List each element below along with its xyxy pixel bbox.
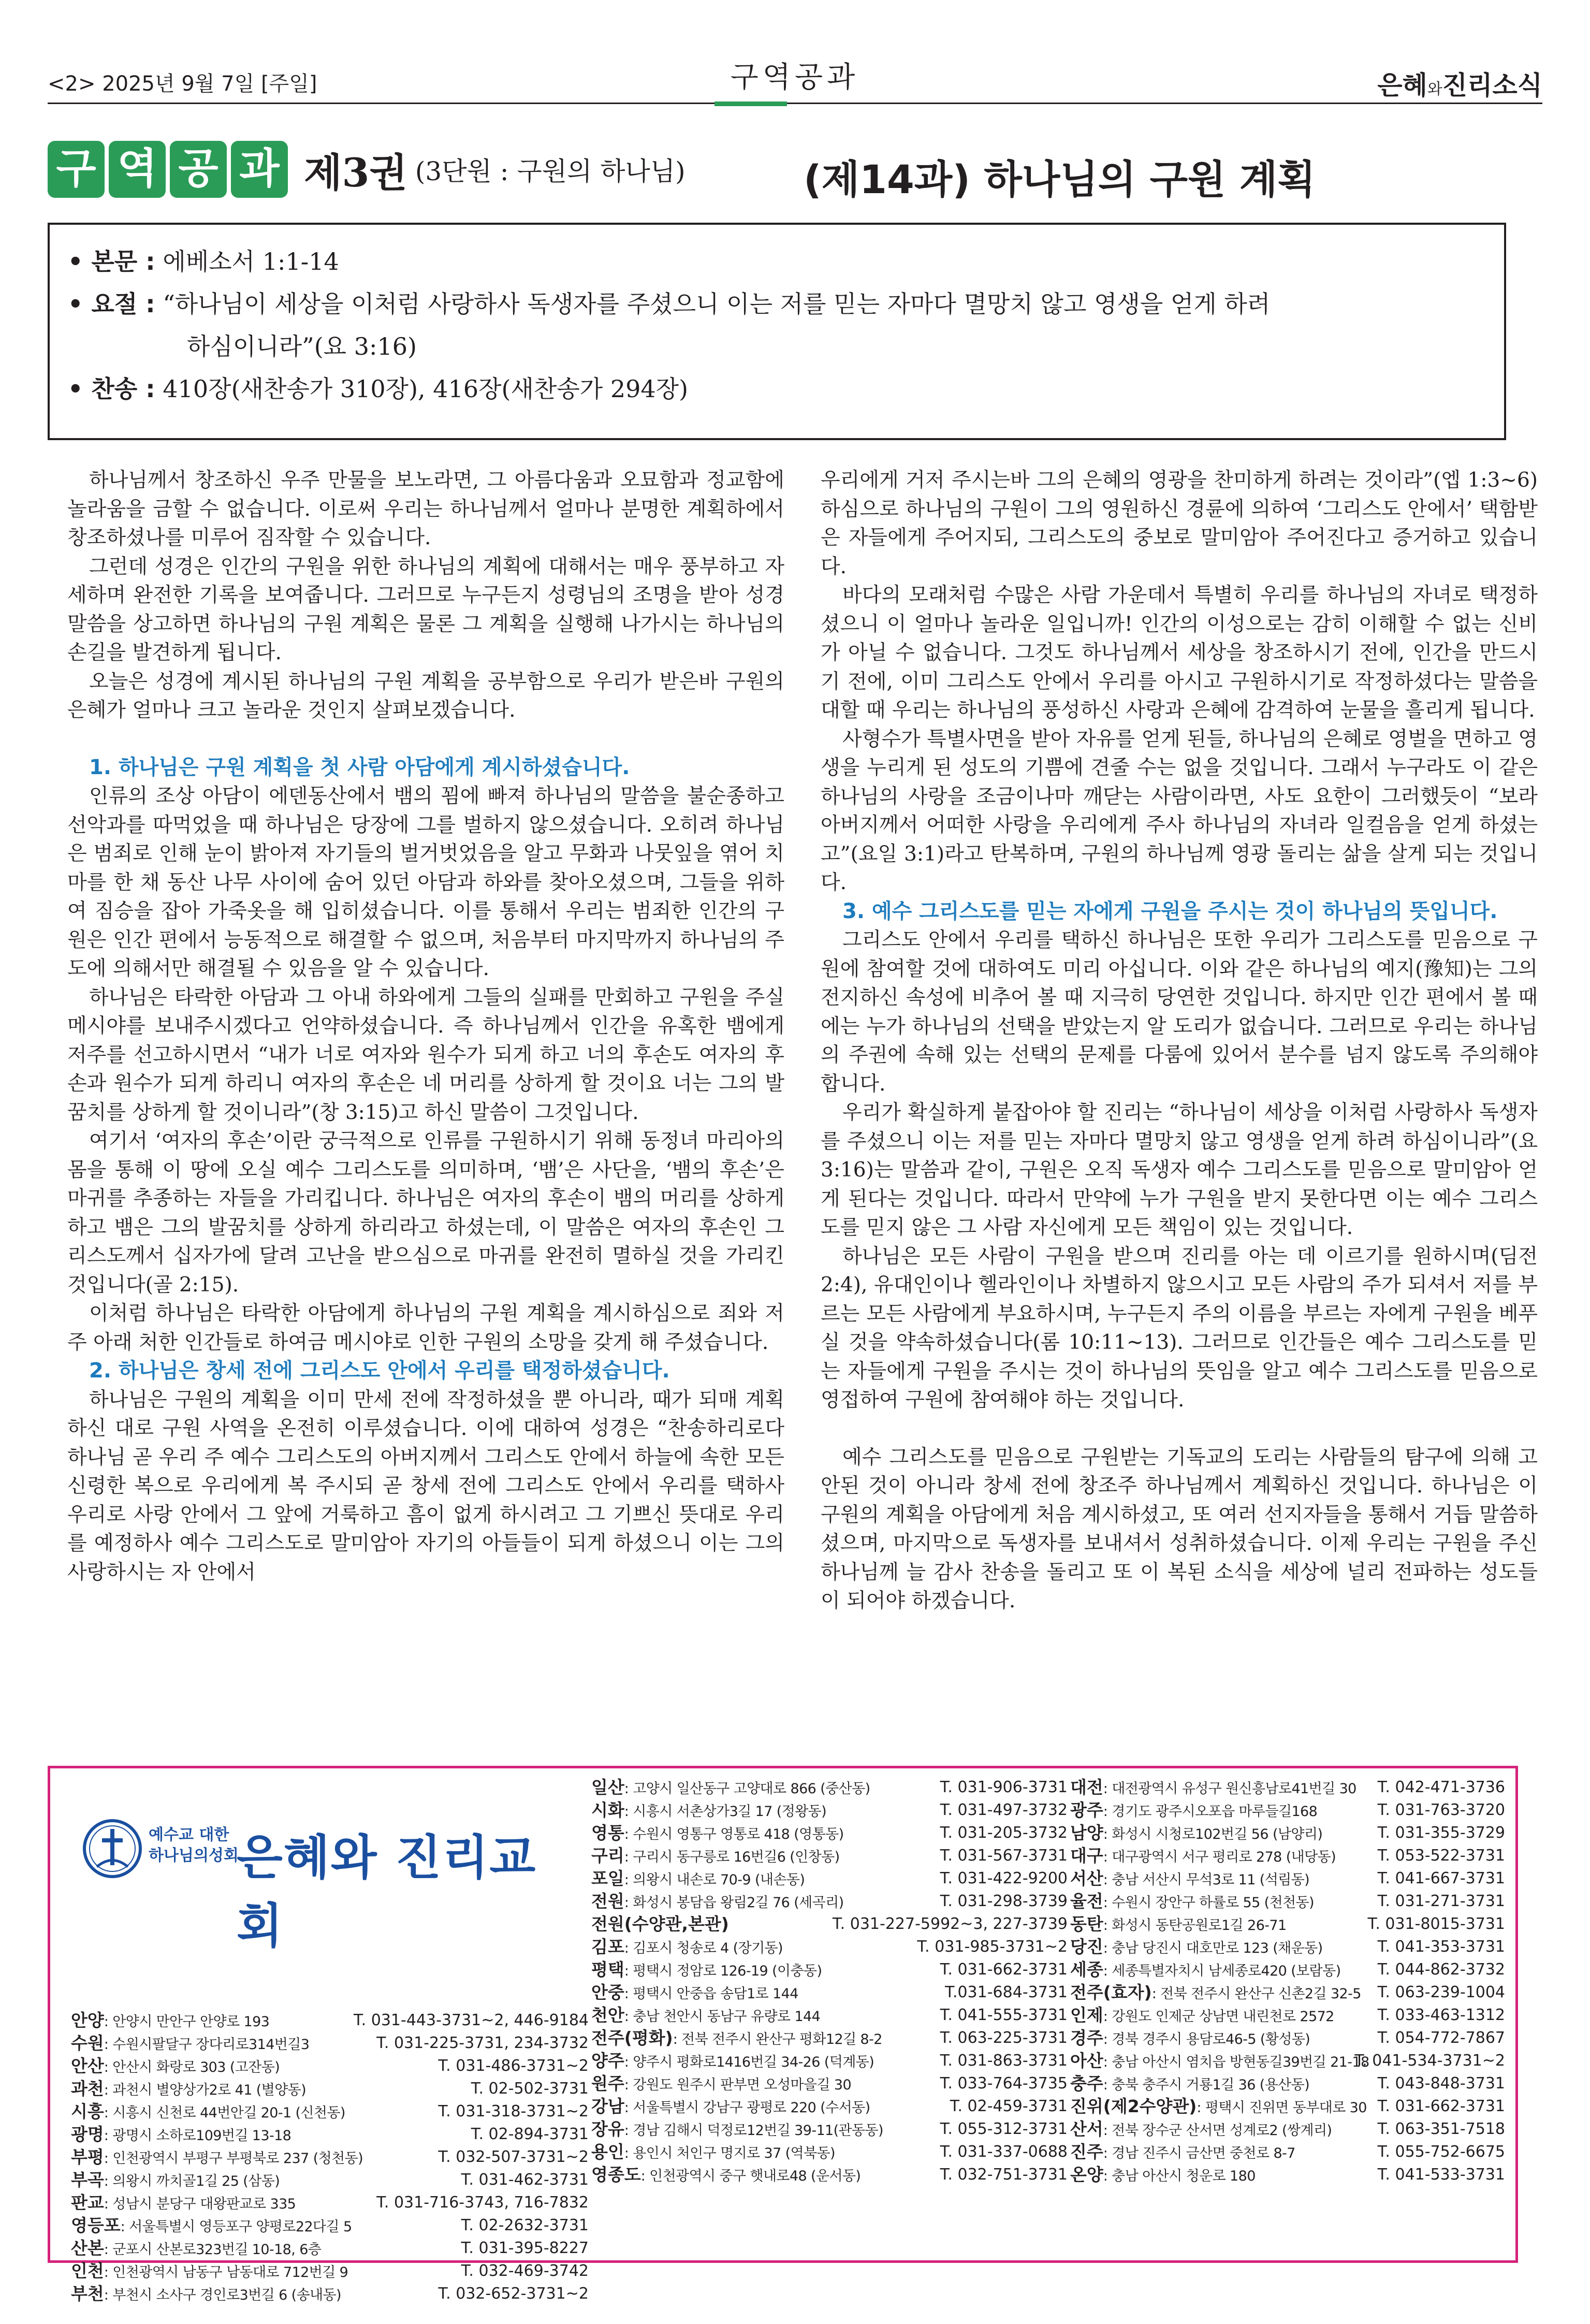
directory-entry: [591, 1936, 1068, 1958]
branch-address: : 시흥시 서촌상가3길 17 (정왕동): [624, 1804, 827, 1820]
branch-phone: T. 032-652-3731~2: [438, 2285, 589, 2303]
branch-phone: T. 033-463-1312: [1377, 2006, 1505, 2024]
branch-phone: T. 031-716-3743, 716-7832: [376, 2194, 589, 2212]
branch-phone: T. 031-906-3731: [940, 1778, 1068, 1796]
branch-name: 안양: [71, 2010, 104, 2030]
branch-address: : 의왕시 내손로 70-9 (내손동): [624, 1872, 805, 1888]
branch-name: 양주: [591, 2051, 624, 2071]
branch-address: : 인천광역시 남동구 남동대로 712번길 9: [104, 2264, 348, 2281]
directory-entry: [71, 2214, 589, 2237]
directory-entry: [1070, 1844, 1505, 1867]
branch-address: : 고양시 일산동구 고양대로 866 (중산동): [624, 1781, 870, 1797]
paragraph: 그리스도 안에서 우리를 택하신 하나님은 또한 우리가 그리스도를 믿음으로 구원에 참여할 것에 대하여도 미리 아십니다. 이와 같은 하나님의 예지(豫知)는 그의 전지하신 속성에 비추어 볼 때 지극히 당연한 것입니다. 하지만 인간 편에서 볼 때에는 누가 하나님의 선택을 받았는지 알 도리가 없습니다. 그러므로 우리는 하나님의 주권에 속해 있는 선택의 문제를 다룸에 있어서 분수를 넘지 않도록 주의해야 합니다.: [821, 928, 1538, 1096]
section-heading-1: 1. 하나님은 구원 계획을 첫 사람 아담에게 계시하셨습니다.: [89, 755, 630, 779]
body-column-right: [821, 466, 1538, 1616]
branch-address: : 수원시 장안구 하률로 55 (천천동): [1103, 1895, 1314, 1911]
branch-address: : 화성시 동탄공원로1길 26-71: [1103, 1918, 1287, 1934]
paragraph: 여기서 ‘여자의 후손’이란 궁극적으로 인류를 구원하시기 위해 동정녀 마리아의 몸을 통해 이 땅에 오실 예수 그리스도를 의미하며, ‘뱀’은 사단을, ‘뱀의 후손’은 마귀를 추종하는 자들을 가리킵니다. 하나님은 여자의 후손이 뱀의 머리를 상하게 하고 뱀은 그의 발꿈치를 상하게 하리라고 하셨는데, 이 말씀은 여자의 후손인 그리스도께서 십자가에 달려 고난을 받으심으로 마귀를 완전히 멸하실 것을 가리킨 것입니다(골 2:15).: [67, 1129, 784, 1297]
branch-phone: T. 031-462-3731: [461, 2171, 589, 2189]
paragraph: 우리에게 거저 주시는바 그의 은혜의 영광을 찬미하게 하려는 것이라”(엡 1:3~6) 하심으로 하나님의 구원이 그의 영원하신 경륜에 의하여 ‘그리스도 안에서’ 택함받은 자들에게 주어지되, 그리스도의 중보로 말미암아 주어진다고 증거하고 있습니다.: [821, 469, 1538, 578]
branch-phone: T. 044-862-3732: [1377, 1960, 1505, 1979]
branch-name: 부곡: [71, 2170, 104, 2190]
branch-name: 세종: [1070, 1959, 1103, 1980]
directory-entry: [1070, 1890, 1505, 1913]
branch-address: : 충남 서산시 무석3로 11 (석림동): [1103, 1872, 1310, 1888]
branch-phone: T. 031-422-9200: [940, 1869, 1068, 1887]
branch-phone: T. 02-502-3731: [471, 2080, 589, 2098]
directory-entry: [1070, 2118, 1505, 2141]
hymn-label: • 찬송 :: [68, 375, 155, 403]
branch-phone: T. 041-555-3731: [940, 2006, 1068, 2024]
directory-entry: [1070, 2072, 1505, 2095]
branch-address: : 화성시 시청로102번길 56 (남양리): [1103, 1826, 1323, 1842]
logo-church-name: 은혜와 진리교회: [237, 1830, 537, 1954]
branch-name: 전주(평화): [591, 2028, 673, 2048]
branch-name: 전원(수양관,본관): [591, 1914, 729, 1934]
directory-entry: [591, 2072, 1068, 2095]
branch-address: : 용인시 처인구 명지로 37 (역북동): [624, 2145, 835, 2161]
branch-phone: T.031-684-3731: [945, 1983, 1068, 2001]
branch-address: : 수원시팔달구 장다리로314번길3: [104, 2037, 310, 2053]
branch-name: 인제: [1070, 2005, 1103, 2025]
branch-address: : 충남 천안시 동남구 유량로 144: [624, 2009, 821, 2025]
branch-phone: T. 063-239-1004: [1377, 1983, 1505, 2001]
branch-phone: T. 055-312-3731: [940, 2120, 1068, 2138]
paragraph: 사형수가 특별사면을 받아 자유를 얻게 된들, 하나님의 은혜로 영벌을 면하고 영생을 누리게 된 성도의 기쁨에 견줄 수는 없을 것입니다. 그래서 누구라도 이 같은 하나님의 사랑을 조금이나마 깨닫는 사람이라면, 사도 요한이 그러했듯이 “보라 아버지께서 어떠한 사랑을 우리에게 주사 하나님의 자녀라 일컬음을 얻게 하셨는고”(요일 3:1)라고 탄복하며, 구원의 하나님께 영광 돌리는 삶을 살게 되는 것입니다.: [821, 727, 1538, 894]
directory-entry: [1070, 1799, 1505, 1822]
section-heading-2: 2. 하나님은 창세 전에 그리스도 안에서 우리를 택정하셨습니다.: [89, 1359, 670, 1383]
paragraph: 이처럼 하나님은 타락한 아담에게 하나님의 구원 계획을 계시하심으로 죄와 저주 아래 처한 인간들로 하여금 메시야로 인한 구원의 소망을 갖게 해 주셨습니다.: [67, 1302, 784, 1354]
directory-entry: [591, 2118, 1068, 2141]
branch-name: 진위(제2수양관): [1070, 2096, 1197, 2116]
branch-phone: T. 031-318-3731~2: [438, 2102, 589, 2120]
branch-address: : 세종특별자치시 남세종로420 (보람동): [1103, 1963, 1341, 1979]
branch-phone: T. 032-507-3731~2: [438, 2148, 589, 2166]
branch-name: 온양: [1070, 2165, 1103, 2185]
branch-address: : 양주시 평화로1416번길 34-26 (덕계동): [624, 2054, 874, 2070]
directory-entry: [71, 2100, 589, 2123]
directory-entry: [591, 1844, 1068, 1867]
branch-phone: T. 031-985-3731~2: [917, 1938, 1068, 1956]
directory-entry: [591, 1913, 1068, 1936]
branch-phone: T. 031-205-3732: [940, 1824, 1068, 1842]
branch-name: 용인: [591, 2142, 624, 2162]
branch-phone: T. 032-469-3742: [461, 2262, 589, 2280]
branch-address: : 평택시 안중읍 송담1로 144: [624, 1986, 798, 2002]
branch-address: : 충남 아산시 염치읍 방현동길39번길 21-18: [1103, 2054, 1369, 2070]
directory-entry: [71, 2123, 589, 2146]
body-column-left: [67, 466, 784, 1587]
branch-phone: T. 041-534-3731~2: [1354, 2052, 1505, 2070]
branch-address: : 부천시 소사구 경인로3번길 6 (송내동): [104, 2287, 341, 2303]
directory-entry: [71, 2237, 589, 2260]
scripture-value: 에베소서 1:1-14: [163, 248, 339, 275]
directory-entry: [591, 1799, 1068, 1822]
key-verse-line-2: 하심이니라”(요 3:16): [187, 332, 417, 360]
branch-name: 평택: [591, 1959, 624, 1980]
branch-phone: T. 031-863-3731: [940, 2052, 1068, 2070]
branch-phone: T. 02-894-3731: [471, 2125, 589, 2143]
branch-phone: T. 031-227-5992~3, 227-3739: [832, 1915, 1068, 1933]
section-heading-3: 3. 예수 그리스도를 믿는 자에게 구원을 주시는 것이 하나님의 뜻입니다.: [842, 899, 1498, 923]
branch-address: : 전북 전주시 완산구 신촌2길 32-5: [1151, 1986, 1361, 2002]
paragraph: 우리가 확실하게 붙잡아야 할 진리는 “하나님이 세상을 이처럼 사랑하사 독생자를 주셨으니 이는 저를 믿는 자마다 멸망치 않고 영생을 얻게 하려 하심이니라”(요 3:16)는 말씀과 같이, 구원은 오직 독생자 예수 그리스도를 믿음으로 말미암아 얻게 된다는 것입니다. 따라서 만약에 누가 구원을 받지 못한다면 이는 예수 그리스도를 믿지 않은 그 사람 자신에게 모든 책임이 있는 것입니다.: [821, 1101, 1538, 1239]
lesson-title-row: [48, 141, 1542, 213]
directory-entry: [71, 2146, 589, 2169]
lesson-title: (제14과) 하나님의 구원 계획: [804, 156, 1316, 202]
paragraph: 오늘은 성경에 계시된 하나님의 구원 계획을 공부함으로 우리가 받은바 구원의 은혜가 얼마나 크고 놀라운 것인지 살펴보겠습니다.: [67, 670, 784, 722]
title-tile: 과: [231, 141, 288, 198]
branch-phone: T. 031-355-3729: [1377, 1824, 1505, 1842]
directory-entry: [1070, 1936, 1505, 1958]
branch-phone: T. 031-443-3731~2, 446-9184: [353, 2011, 589, 2029]
branch-address: : 화성시 봉담읍 왕림2길 76 (세곡리): [624, 1895, 844, 1911]
newsletter-name: [1377, 65, 1542, 102]
newsletter-name-a: 은혜: [1377, 70, 1427, 100]
branch-name: 원주: [591, 2073, 624, 2094]
logo-denomination-1: 예수교 대한: [149, 1826, 229, 1844]
directory-entry: [71, 2055, 589, 2078]
header-divider: [48, 103, 1542, 104]
volume-label: 제3권: [304, 149, 407, 196]
paragraph: 하나님께서 창조하신 우주 만물을 보노라면, 그 아름다움과 오묘함과 정교함에 놀라움을 금할 수 없습니다. 이로써 우리는 하나님께서 얼마나 분명한 계획하에서 창조하셨나를 미루어 짐작할 수 있습니다.: [67, 469, 784, 549]
directory-entry: [1070, 1913, 1505, 1936]
branch-name: 광주: [1070, 1800, 1103, 1820]
branch-phone: T. 041-353-3731: [1377, 1938, 1505, 1956]
paragraph: 하나님은 모든 사람이 구원을 받으며 진리를 아는 데 이르기를 원하시며(딤전 2:4), 유대인이나 헬라인이나 차별하지 않으시고 모든 사람의 주가 되셔서 저를 부르는 모든 사람에게 부요하시며, 누구든지 주의 이름을 부르는 자에게 구원을 베푸실 것을 약속하셨습니다(롬 10:11~13). 그러므로 인간들은 예수 그리스도를 믿는 자들에게 구원을 주시는 것이 하나님의 뜻임을 알고 예수 그리스도를 믿음으로 영접하여 구원에 참여해야 하는 것입니다.: [821, 1244, 1538, 1412]
paragraph: 그런데 성경은 인간의 구원을 위한 하나님의 계획에 대해서는 매우 풍부하고 자세하며 완전한 기록을 보여줍니다. 그러므로 누구든지 성령님의 조명을 받아 성경 말씀을 상고하면 하나님의 구원 계획은 물론 그 계획을 실행해 나가시는 하나님의 손길을 발견하게 됩니다.: [67, 555, 784, 664]
branch-address: : 의왕시 까치골1길 25 (삼동): [104, 2173, 280, 2189]
branch-phone: T. 031-497-3732: [940, 1801, 1068, 1819]
directory-entry: [1070, 1822, 1505, 1844]
conclusion-paragraph: 예수 그리스도를 믿음으로 구원받는 기독교의 도리는 사람들의 탐구에 의해 고안된 것이 아니라 창세 전에 창조주 하나님께서 계획하신 것입니다. 하나님은 이 구원의 계획을 아담에게 처음 계시하셨고, 또 여러 선지자들을 통해서 거듭 말씀하셨으며, 마지막으로 독생자를 보내셔서 성취하셨습니다. 이제 우리는 구원을 주신 하나님께 늘 감사 찬송을 돌리고 또 이 복된 소식을 세상에 널리 전파하는 성도들이 되어야 하겠습니다.: [821, 1445, 1538, 1613]
branch-address: : 안산시 화랑로 303 (고잔동): [104, 2059, 280, 2075]
directory-entry: [71, 2283, 589, 2305]
branch-address: : 서울특별시 영등포구 양평로22다길 5: [120, 2219, 352, 2235]
branch-phone: T. 043-848-3731: [1377, 2074, 1505, 2093]
branch-address: : 광명시 소하로109번길 13-18: [104, 2128, 291, 2144]
directory-entry: [591, 2027, 1068, 2050]
branch-address: : 경남 진주시 금산면 중천로 8-7: [1103, 2145, 1295, 2161]
directory-column-2: [591, 1776, 1068, 2186]
branch-name: 시화: [591, 1800, 624, 1820]
church-directory: [48, 1766, 1518, 2304]
title-tile: 역: [109, 141, 166, 198]
paragraph: 인류의 조상 아담이 에덴동산에서 뱀의 꾐에 빠져 하나님의 말씀을 불순종하고 선악과를 따먹었을 때 하나님은 당장에 그를 벌하지 않으셨습니다. 오히려 하나님은 범죄로 인해 눈이 밝아져 자기들의 벌거벗었음을 알고 무화과 나뭇잎을 엮어 치마를 한 채 동산 나무 사이에 숨어 있던 아담과 하와를 찾아오셨으며, 그들을 위하여 짐승을 잡아 가죽옷을 해 입히셨습니다. 이를 통해서 우리는 범죄한 인간의 구원은 인간 편에서 능동적으로 해결할 수 없으며, 처음부터 마지막까지 하나님의 주도에 의해서만 해결될 수 있음을 알 수 있습니다.: [67, 785, 784, 980]
branch-address: : 충북 충주시 거룡1길 36 (용산동): [1103, 2077, 1310, 2093]
directory-entry: [591, 2163, 1068, 2186]
directory-entry: [1070, 2004, 1505, 2027]
branch-name: 장유: [591, 2119, 624, 2139]
key-verse-value: “하나님이 세상을 이처럼 사랑하사 독생자를 주셨으니 이는 저를 믿는 자마다 멸망치 않고 영생을 얻게 하려: [163, 290, 1271, 318]
directory-entry: [591, 1981, 1068, 2004]
branch-phone: T. 055-752-6675: [1377, 2143, 1505, 2161]
directory-entry: [1070, 2027, 1505, 2050]
scripture-label: • 본문 :: [68, 248, 155, 275]
hymn-line: [68, 368, 1486, 410]
branch-address: : 김포시 청송로 4 (장기동): [624, 1940, 783, 1956]
directory-entry: [1070, 2141, 1505, 2163]
directory-entry: [591, 2004, 1068, 2027]
branch-address: : 대전광역시 유성구 원신흥남로41번길 30: [1103, 1781, 1356, 1797]
branch-phone: T. 032-751-3731: [940, 2166, 1068, 2184]
directory-entry: [1070, 1958, 1505, 1981]
branch-phone: T. 031-298-3739: [940, 1892, 1068, 1910]
branch-phone: T. 031-271-3731: [1377, 1892, 1505, 1910]
branch-name: 포일: [591, 1868, 624, 1889]
branch-phone: T. 02-2632-3731: [461, 2216, 589, 2234]
directory-entry: [71, 2169, 589, 2191]
directory-entry: [71, 2260, 589, 2283]
branch-name: 부평: [71, 2147, 104, 2167]
branch-phone: T. 031-567-3731: [940, 1847, 1068, 1865]
branch-phone: T. 063-225-3731: [940, 2029, 1068, 2047]
branch-name: 안산: [71, 2056, 104, 2076]
directory-entry: [591, 2141, 1068, 2163]
branch-name: 동탄: [1070, 1914, 1103, 1934]
paragraph: 하나님은 타락한 아담과 그 아내 하와에게 그들의 실패를 만회하고 구원을 주실 메시야를 보내주시겠다고 언약하셨습니다. 즉 하나님께서 인간을 유혹한 뱀에게 저주를 선고하시면서 “내가 너로 여자와 원수가 되게 하고 너의 후손도 여자의 후손과 원수가 되게 하리니 여자의 후손은 네 머리를 상하게 할 것이요 너는 그의 발꿈치를 상하게 할 것이니라”(창 3:15)고 하신 말씀이 그것입니다.: [67, 985, 784, 1124]
branch-address: : 평택시 진위면 동부대로 30: [1197, 2100, 1367, 2116]
branch-phone: T. 053-522-3731: [1377, 1847, 1505, 1865]
branch-phone: T. 031-225-3731, 234-3732: [376, 2034, 589, 2052]
branch-address: : 대구광역시 서구 평리로 278 (내당동): [1103, 1849, 1336, 1865]
directory-entry: [1070, 1981, 1505, 2004]
branch-address: : 전북 장수군 산서면 성계로2 (쌍계리): [1103, 2123, 1332, 2139]
branch-name: 당진: [1070, 1937, 1103, 1957]
branch-name: 강남: [591, 2096, 624, 2116]
branch-name: 전주(효자): [1070, 1982, 1152, 2002]
branch-phone: T. 031-662-3731: [940, 1960, 1068, 1979]
directory-entry: [1070, 1776, 1505, 1799]
lesson-info-box: [48, 223, 1506, 440]
newsletter-name-wa: 와: [1427, 80, 1442, 98]
directory-entry: [591, 2095, 1068, 2118]
branch-name: 일산: [591, 1777, 624, 1797]
issue-date: <2> 2025년 9월 7일 [주일]: [48, 72, 317, 96]
branch-phone: T. 031-486-3731~2: [438, 2057, 589, 2075]
hymn-value: 410장(새찬송가 310장), 416장(새찬송가 294장): [163, 375, 689, 403]
branch-phone: T. 02-459-3731: [950, 2097, 1068, 2115]
branch-address: : 충남 아산시 청운로 180: [1103, 2168, 1256, 2184]
branch-name: 안중: [591, 1982, 624, 2002]
branch-name: 율전: [1070, 1891, 1103, 1911]
key-verse-line: [68, 283, 1486, 325]
branch-name: 시흥: [71, 2101, 104, 2122]
scripture-line: [68, 240, 1486, 283]
branch-phone: T. 041-667-3731: [1377, 1869, 1505, 1887]
branch-address: : 경북 경주시 용담로46-5 (황성동): [1103, 2031, 1310, 2047]
branch-name: 대전: [1070, 1777, 1103, 1797]
section-title: 구역공과: [730, 61, 859, 94]
branch-name: 판교: [71, 2192, 104, 2213]
header-accent-bar: [714, 101, 787, 106]
branch-address: : 경기도 광주시오포읍 마루들길168: [1103, 1804, 1318, 1820]
branch-name: 영등포: [71, 2215, 121, 2235]
branch-name: 남양: [1070, 1823, 1103, 1843]
directory-entry: [591, 1867, 1068, 1890]
branch-name: 산서: [1070, 2119, 1103, 2139]
directory-entry: [71, 2032, 589, 2055]
branch-address: : 구리시 동구릉로 16번길6 (인창동): [624, 1849, 840, 1865]
branch-address: : 안양시 만안구 안양로 193: [104, 2014, 270, 2030]
directory-entry: [1070, 2050, 1505, 2072]
directory-column-3: [1070, 1776, 1505, 2186]
logo-denomination: [149, 1825, 239, 1866]
branch-address: : 충남 당진시 대호만로 123 (채운동): [1103, 1940, 1323, 1956]
branch-address: : 강원도 원주시 판부면 오성마을길 30: [624, 2077, 852, 2093]
branch-address: : 성남시 분당구 대왕판교로 335: [104, 2196, 296, 2212]
branch-name: 김포: [591, 1937, 624, 1957]
branch-name: 수원: [71, 2033, 104, 2053]
logo-denomination-2: 하나님의성회: [149, 1847, 239, 1865]
title-tile: 공: [170, 141, 227, 198]
branch-name: 천안: [591, 2005, 624, 2025]
directory-entry: [71, 2078, 589, 2100]
directory-column-1: [71, 2009, 589, 2305]
branch-address: : 군포시 산본로323번길 10-18, 6층: [104, 2242, 322, 2258]
directory-entry: [591, 1776, 1068, 1799]
directory-entry: [1070, 2163, 1505, 2186]
branch-address: : 과천시 별양상가2로 41 (별양동): [104, 2082, 307, 2098]
branch-phone: T. 063-351-7518: [1377, 2120, 1505, 2138]
church-logo: [81, 1818, 547, 1954]
branch-phone: T. 041-533-3731: [1377, 2166, 1505, 2184]
directory-entry: [591, 1958, 1068, 1981]
directory-entry: [591, 1890, 1068, 1913]
branch-address: : 시흥시 신천로 44번안길 20-1 (신천동): [104, 2105, 345, 2121]
branch-name: 경주: [1070, 2028, 1103, 2048]
directory-entry: [71, 2009, 589, 2032]
branch-phone: T. 042-471-3736: [1377, 1778, 1505, 1796]
directory-entry: [591, 2050, 1068, 2072]
directory-entry: [1070, 1867, 1505, 1890]
branch-name: 과천: [71, 2079, 104, 2099]
branch-address: : 인천광역시 부평구 부평북로 237 (청천동): [104, 2151, 363, 2167]
branch-phone: T. 031-395-8227: [461, 2239, 589, 2257]
church-emblem-icon: [81, 1818, 143, 1880]
directory-entry: [591, 1822, 1068, 1844]
branch-phone: T. 031-763-3720: [1377, 1801, 1505, 1819]
branch-address: : 평택시 정암로 126-19 (이충동): [624, 1963, 822, 1979]
title-tile: 구: [48, 141, 105, 198]
branch-name: 영종도: [591, 2165, 641, 2185]
branch-address: : 인천광역시 중구 햇내로48 (운서동): [640, 2168, 861, 2184]
branch-phone: T. 031-8015-3731: [1367, 1915, 1505, 1933]
branch-address: : 강원도 인제군 상남면 내린천로 2572: [1103, 2009, 1334, 2025]
branch-name: 대구: [1070, 1846, 1103, 1866]
directory-entry: [1070, 2095, 1505, 2118]
branch-name: 구리: [591, 1846, 624, 1866]
branch-address: : 수원시 영통구 영통로 418 (영통동): [624, 1826, 844, 1842]
page-header: [48, 0, 1542, 104]
branch-name: 아산: [1070, 2051, 1103, 2071]
branch-name: 산본: [71, 2238, 104, 2258]
branch-address: : 전북 전주시 완산구 평화12길 8-2: [673, 2031, 882, 2047]
branch-phone: T. 054-772-7867: [1377, 2029, 1505, 2047]
branch-name: 전원: [591, 1891, 624, 1911]
branch-address: : 경남 김해시 덕정로12번길 39-11(관동동): [624, 2123, 883, 2139]
branch-phone: T. 031-662-3731: [1377, 2097, 1505, 2115]
branch-name: 영통: [591, 1823, 624, 1843]
branch-phone: T. 033-764-3735: [940, 2074, 1068, 2093]
branch-phone: T. 031-337-0688: [940, 2143, 1068, 2161]
branch-name: 광명: [71, 2124, 104, 2144]
branch-name: 충주: [1070, 2073, 1103, 2094]
paragraph: 바다의 모래처럼 수많은 사람 가운데서 특별히 우리를 하나님의 자녀로 택정하셨으니 이 얼마나 놀라운 일입니까! 인간의 이성으로는 감히 이해할 수 없는 신비가 아닐 수 없습니다. 그것도 하나님께서 세상을 창조하시기 전에, 인간을 만드시기 전에, 이미 그리스도 안에서 우리를 아시고 구원하시기로 작정하셨다는 말씀을 대할 때 우리는 하나님의 풍성하신 사랑과 은혜에 감격하여 눈물을 흘리게 됩니다.: [821, 584, 1538, 722]
branch-name: 인천: [71, 2261, 104, 2281]
newsletter-name-b: 진리소식: [1442, 70, 1542, 100]
unit-label: (3단원 : 구원의 하나님): [415, 156, 685, 186]
branch-name: 부천: [71, 2284, 104, 2304]
branch-name: 서산: [1070, 1868, 1103, 1889]
key-verse-label: • 요절 :: [68, 290, 155, 318]
directory-entry: [71, 2191, 589, 2214]
paragraph: 하나님은 구원의 계획을 이미 만세 전에 작정하셨을 뿐 아니라, 때가 되매 계획하신 대로 구원 사역을 온전히 이루셨습니다. 이에 대하여 성경은 “찬송하리로다 하나님 곧 우리 주 예수 그리스도의 아버지께서 그리스도 안에서 하늘에 속한 모든 신령한 복으로 우리에게 복 주시되 곧 창세 전에 그리스도 안에서 우리를 택하사 우리로 사랑 안에서 그 앞에 거룩하고 흠이 없게 하시려고 그 기쁘신 뜻대로 우리를 예정하사 예수 그리스도로 말미암아 자기의 아들들이 되게 하셨으니 이는 그의 사랑하시는 자 안에서: [67, 1388, 784, 1584]
branch-address: : 서울특별시 강남구 광평로 220 (수서동): [624, 2100, 870, 2116]
branch-name: 진주: [1070, 2142, 1103, 2162]
